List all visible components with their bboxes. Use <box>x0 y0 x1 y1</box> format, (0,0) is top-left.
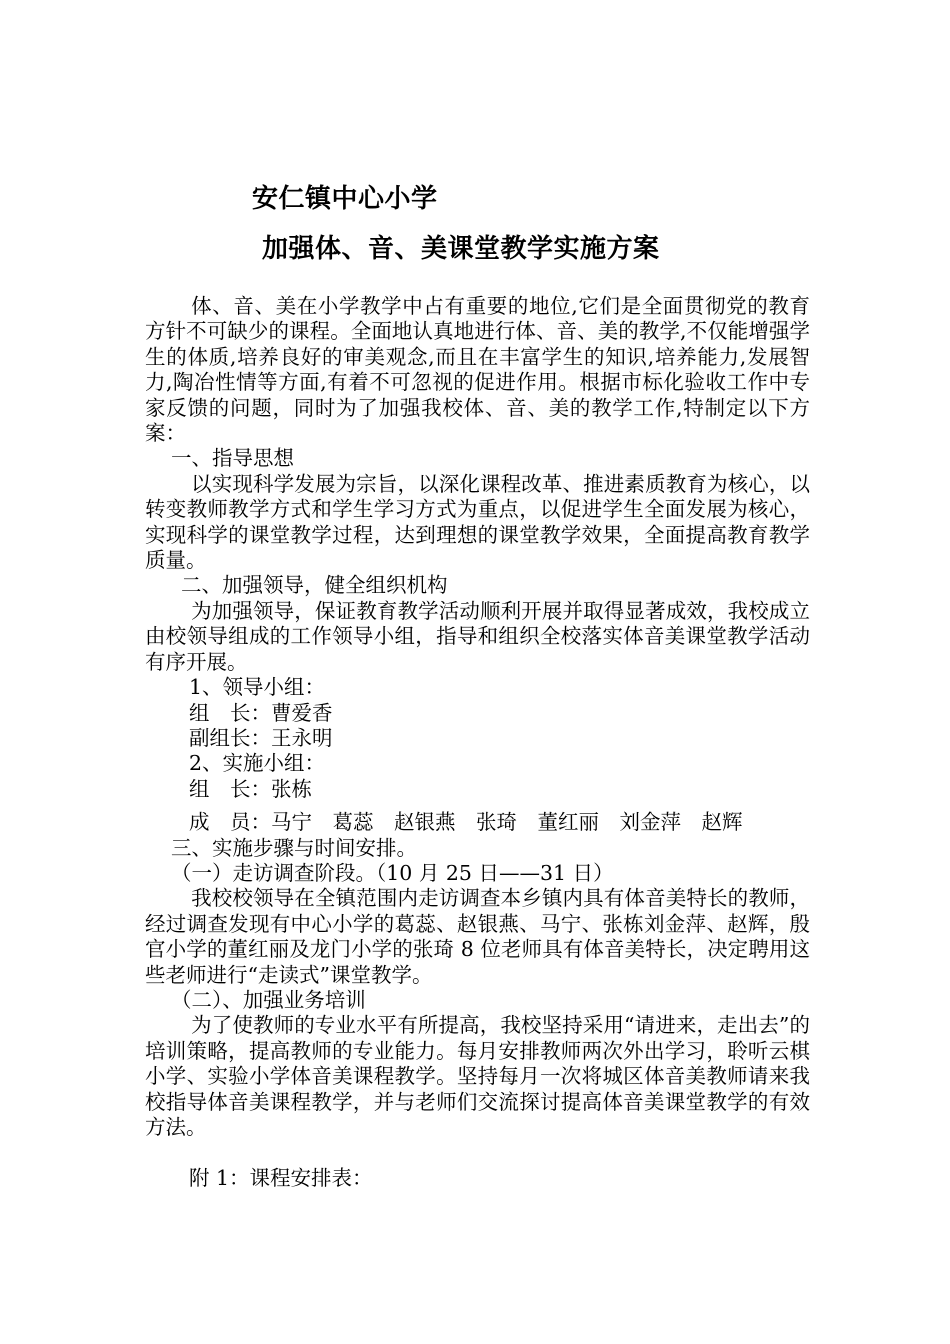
appendix-label: 附 1：课程安排表： <box>189 1166 373 1191</box>
document-body <box>145 294 810 1192</box>
group1-heading: 1、领导小组： <box>189 675 326 700</box>
step2-heading: （二）、加强业务培训 <box>171 987 366 1012</box>
spacer <box>145 1140 810 1166</box>
section1-paragraph: 以实现科学发展为宗旨，以深化课程改革、推进素质教育为核心，以转变教师教学方式和学生学习方式为重点，以促进学生全面发展为核心，实现科学的课堂教学过程，达到理想的课堂教学效果，全面提高教育教学质量。 <box>145 471 810 573</box>
step1-heading: （一）走访调查阶段。（10 月 25 日——31 日） <box>171 860 614 885</box>
intro-paragraph: 体、音、美在小学教学中占有重要的地位,它们是全面贯彻党的教育方针不可缺少的课程。全面地认真地进行体、音、美的教学,不仅能增强学生的体质,培养良好的审美观念,而且在丰富学生的知识,培养能力,发展智力,陶冶性情等方面,有着不可忽视的促进作用。根据市标化验收工作中专家反馈的问题，同时为了加强我校体、音、美的教学工作,特制定以下方案： <box>145 294 810 446</box>
group2-heading: 2、实施小组： <box>189 751 326 776</box>
step1-paragraph: 我校校领导在全镇范围内走访调查本乡镇内具有体音美特长的教师，经过调查发现有中心小学的葛蕊、赵银燕、马宁、张栋刘金萍、赵辉，殷官小学的董红丽及龙门小学的张琦 8 位老师具有体音美特长，决定聘用这些老师进行“走读式”课堂教学。 <box>145 886 810 987</box>
group1-deputy: 副组长：王永明 <box>189 725 333 750</box>
section2-heading: 二、加强领导，健全组织机构 <box>181 573 448 598</box>
group2-leader: 组 长：张栋 <box>189 776 312 801</box>
section1-heading: 一、指导思想 <box>171 446 294 471</box>
step2-paragraph: 为了使教师的专业水平有所提高，我校坚持采用“请进来，走出去”的培训策略，提高教师的专业能力。每月安排教师两次外出学习，聆听云棋小学、实验小学体音美课程教学。坚持每月一次将城区体音美教师请来我校指导体音美课程教学，并与老师们交流探讨提高体音美课堂教学的有效方法。 <box>145 1013 810 1139</box>
spacer <box>145 802 810 810</box>
section3-heading: 三、实施步骤与时间安排。 <box>171 835 417 860</box>
plan-title: 加强体、音、美课堂教学实施方案 <box>262 234 660 264</box>
section2-paragraph: 为加强领导，保证教育教学活动顺利开展并取得显著成效，我校成立由校领导组成的工作领导小组，指导和组织全校落实体音美课堂教学活动有序开展。 <box>145 598 810 674</box>
group1-leader: 组 长：曹爱香 <box>189 700 333 725</box>
group2-members: 成 员：马宁 葛蕊 赵银燕 张琦 董红丽 刘金萍 赵辉 <box>189 810 743 835</box>
school-name-title: 安仁镇中心小学 <box>252 184 438 214</box>
